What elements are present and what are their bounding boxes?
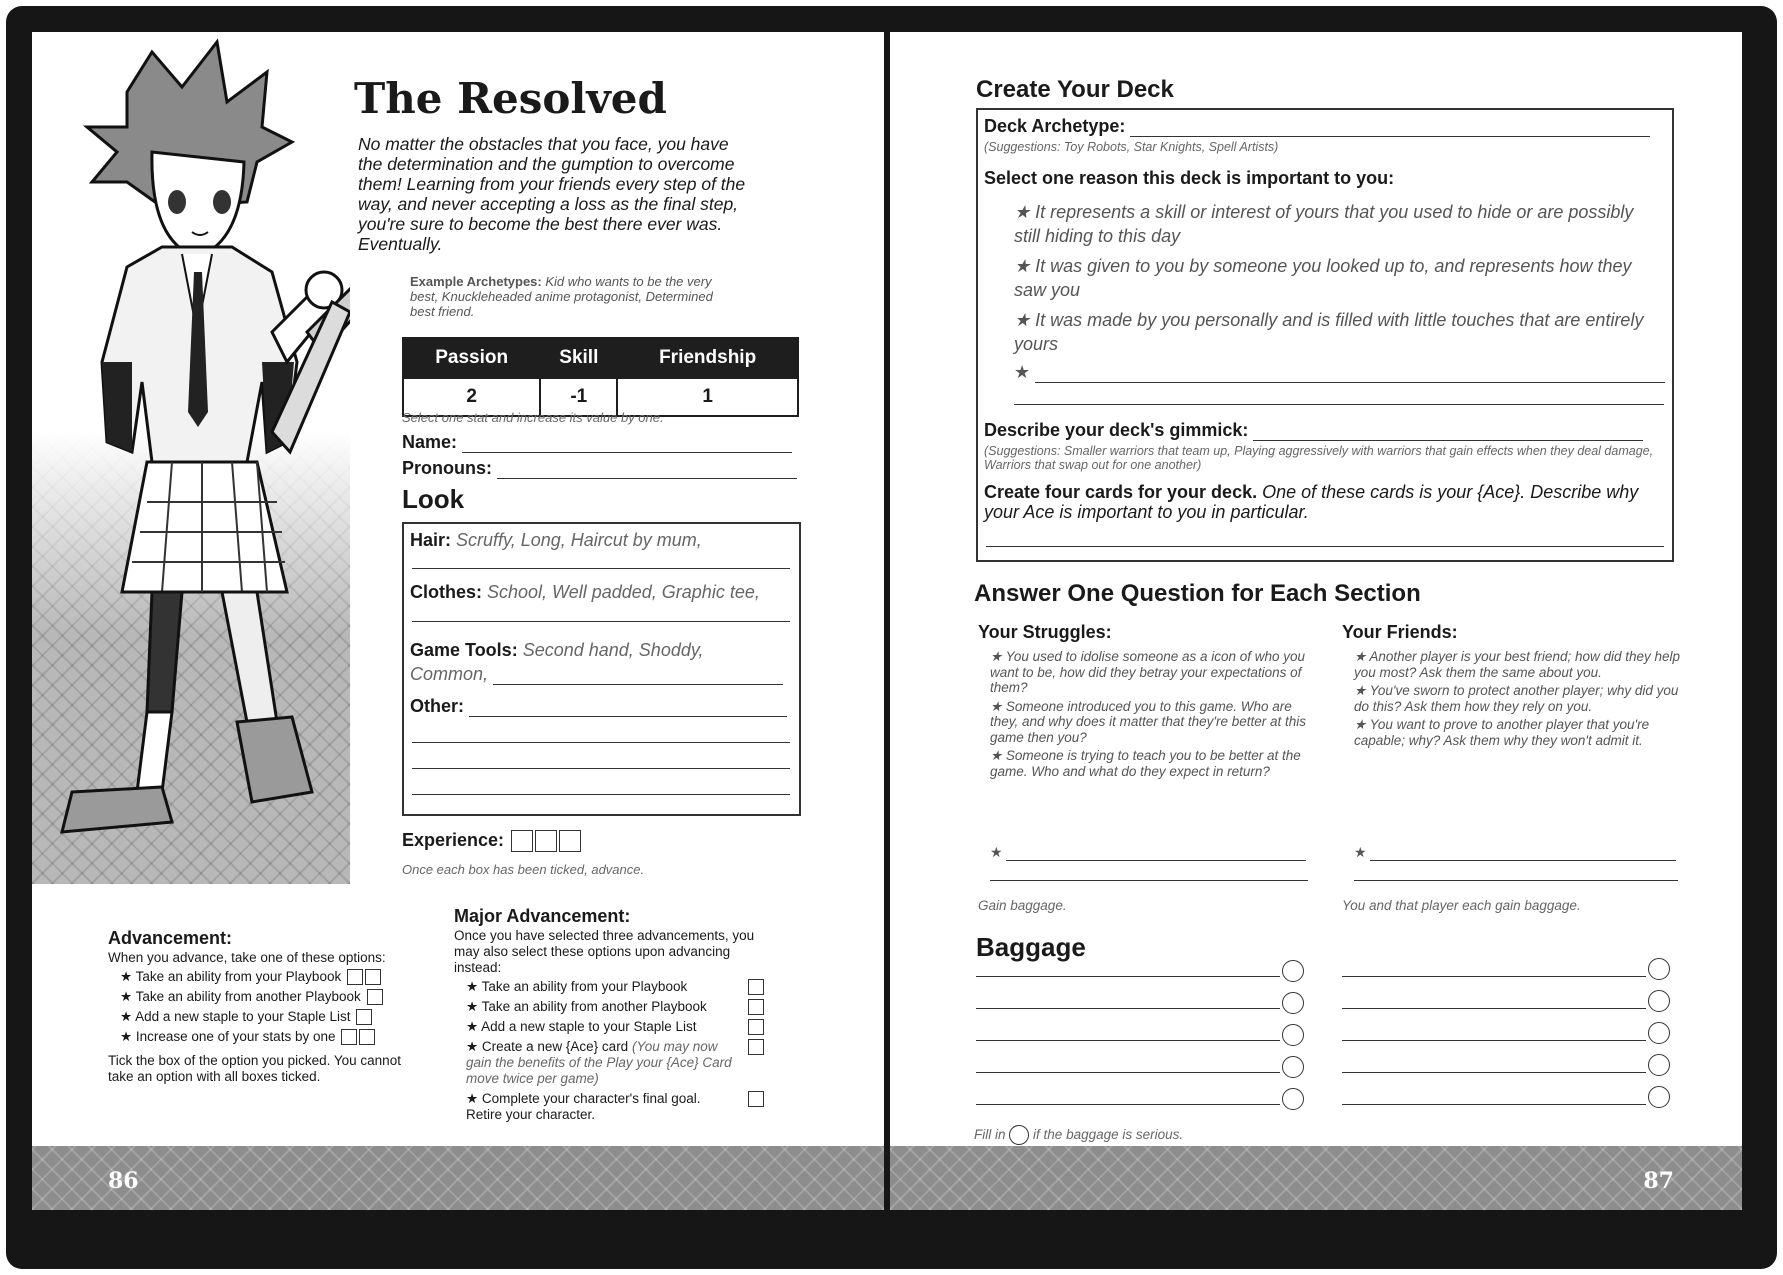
friend-question[interactable]: ★ You want to prove to another player that you're capable; why? Ask them why they won't admit it. (1354, 717, 1650, 748)
cards-input[interactable] (986, 546, 1664, 547)
major-advancement-checkbox[interactable] (748, 979, 764, 995)
deck-archetype-row (984, 116, 1650, 137)
page-footer-pattern (32, 1146, 884, 1210)
baggage-serious-toggle[interactable] (1282, 1088, 1304, 1110)
major-advancement-final-text: ★ Complete your character's final goal. (466, 1091, 701, 1106)
baggage-input[interactable] (976, 1008, 1280, 1009)
advancement-item-text: ★ Take an ability from another Playbook (120, 989, 361, 1004)
stat-value-passion[interactable]: 2 (403, 378, 540, 416)
struggle-question[interactable]: ★ Someone is trying to teach you to be better at the game. Who and what do they expect in return? (990, 748, 1301, 779)
friends-custom-input[interactable] (1370, 848, 1676, 861)
baggage-input[interactable] (1342, 1008, 1646, 1009)
major-advancement-checkbox[interactable] (748, 1091, 764, 1107)
baggage-serious-toggle[interactable] (1648, 958, 1670, 980)
advancement-item (120, 989, 428, 1009)
reason-custom-star: ★ (1014, 362, 1031, 382)
friends-section (1342, 622, 1687, 748)
baggage-input[interactable] (1342, 1104, 1646, 1105)
pronouns-label: Pronouns: (402, 458, 492, 478)
baggage-serious-toggle[interactable] (1282, 960, 1304, 982)
create-deck-heading: Create Your Deck (976, 76, 1174, 103)
friends-list (1354, 649, 1687, 748)
experience-checkbox-2[interactable] (535, 830, 557, 852)
baggage-input[interactable] (1342, 976, 1646, 977)
struggles-heading: Your Struggles: (978, 622, 1112, 642)
struggle-question[interactable]: ★ Someone introduced you to this game. Who are they, and why does it matter that they're better at this game then you? (990, 698, 1306, 745)
game-tools-options-2: Common, (410, 664, 489, 684)
baggage-serious-toggle[interactable] (1282, 1024, 1304, 1046)
advancement-checkbox[interactable] (359, 1029, 375, 1045)
stat-header-skill: Skill (540, 338, 617, 378)
pronouns-input[interactable] (497, 460, 797, 479)
gimmick-input[interactable] (1253, 424, 1643, 441)
experience-row (402, 830, 581, 852)
advancement-item (120, 1009, 428, 1029)
clothes-label: Clothes: (410, 582, 482, 602)
baggage-note-before: Fill in (974, 1127, 1006, 1142)
major-advancement-item (466, 979, 774, 999)
character-figure-icon (32, 32, 350, 884)
baggage-input[interactable] (976, 1072, 1280, 1073)
advancement-footer: Tick the box of the option you picked. You cannot take an option with all boxes ticked. (108, 1053, 401, 1084)
reason-custom-input-line-2[interactable] (1014, 404, 1664, 405)
major-advancement-ace-text: ★ Create a new {Ace} card (466, 1039, 629, 1054)
other-input-line-3[interactable] (412, 768, 790, 769)
name-field-row (402, 432, 792, 453)
advancement-checkbox[interactable] (347, 969, 363, 985)
struggles-footer: Gain baggage. (978, 898, 1067, 913)
major-advancement-item (466, 1019, 774, 1039)
other-input-line-4[interactable] (412, 794, 790, 795)
stat-value-friendship[interactable]: 1 (617, 378, 798, 416)
major-advancement-item (466, 1039, 774, 1087)
baggage-serious-toggle[interactable] (1648, 990, 1670, 1012)
advancement-intro: When you advance, take one of these options: (108, 950, 386, 965)
advancement-checkbox[interactable] (367, 989, 383, 1005)
hair-label: Hair: (410, 530, 452, 550)
friends-footer: You and that player each gain baggage. (1342, 898, 1581, 913)
baggage-heading: Baggage (976, 932, 1086, 962)
cards-label: Create four cards for your deck. (984, 482, 1258, 502)
struggles-custom-input[interactable] (1006, 848, 1306, 861)
deck-box (976, 108, 1674, 562)
game-tools-options: Second hand, Shoddy, (522, 640, 704, 660)
left-page (32, 32, 884, 1210)
stats-table (402, 337, 799, 417)
major-advancement-intro: Once you have selected three advancements, you may also select these options upon advancing instead: (454, 928, 755, 975)
friend-question[interactable]: ★ Another player is your best friend; how did they help you most? Ask them the same about you. (1354, 649, 1681, 680)
experience-label: Experience: (402, 830, 505, 850)
name-input[interactable] (462, 434, 792, 453)
advancement-checkbox[interactable] (356, 1009, 372, 1025)
reason-option[interactable]: ★ It represents a skill or interest of yours that you used to hide or are possibly still hiding to this day (1014, 202, 1634, 246)
reason-heading: Select one reason this deck is important to you: (984, 168, 1395, 188)
archetypes-label: Example Archetypes: (410, 274, 542, 289)
major-advancement-section (454, 908, 774, 1123)
archetypes-text: Kid who wants to be the very best, Knuckleheaded anime protagonist, Determined best friend. (410, 274, 713, 319)
stat-header-passion: Passion (403, 338, 540, 378)
advancement-item (120, 969, 428, 989)
friends-heading: Your Friends: (1342, 622, 1458, 642)
clothes-input[interactable] (412, 621, 790, 622)
look-heading: Look (402, 484, 465, 514)
advancement-checkbox[interactable] (365, 969, 381, 985)
reason-custom-input[interactable] (1035, 368, 1665, 383)
other-input-line-2[interactable] (412, 742, 790, 743)
cards-row (984, 482, 1664, 522)
page-footer-pattern (890, 1146, 1742, 1210)
struggle-question[interactable]: ★ You used to idolise someone as a icon of who you want to be, how did they betray your expectations of them? (990, 649, 1306, 695)
deck-archetype-input[interactable] (1130, 120, 1650, 137)
page-number-right: 87 (1643, 1168, 1674, 1194)
baggage-serious-toggle[interactable] (1648, 1086, 1670, 1108)
baggage-input[interactable] (1342, 1040, 1646, 1041)
major-advancement-item-text: ★ Take an ability from your Playbook (466, 979, 688, 994)
struggles-custom-row (990, 844, 1306, 861)
cards-text: One of these cards is your {Ace}. Describe why your Ace is important to you in particular. (984, 482, 1639, 522)
playbook-intro: No matter the obstacles that you face, you have the determination and the gumption to overcome them! Learning from your friends every step of the way, and never accepting a loss as the final step, you're sure to become the best there ever was. Eventually. (358, 134, 746, 254)
other-row (410, 696, 787, 717)
stats-note: Select one stat and increase its value by one. (402, 410, 664, 425)
major-advancement-ace-note: (You may now gain the benefits of the Play your {Ace} Card move twice per game) (466, 1039, 732, 1086)
experience-checkbox-1[interactable] (511, 830, 533, 852)
friends-custom-star: ★ (1354, 844, 1367, 860)
advancement-item (120, 1029, 428, 1049)
major-advancement-retire: Retire your character. (466, 1107, 596, 1122)
baggage-input[interactable] (976, 1040, 1280, 1041)
struggles-list (990, 649, 1318, 779)
experience-checkbox-3[interactable] (559, 830, 581, 852)
struggles-custom-star: ★ (990, 844, 1003, 860)
stat-header-friendship: Friendship (617, 338, 798, 378)
major-advancement-item-text: ★ Add a new staple to your Staple List (466, 1019, 697, 1034)
baggage-serious-toggle[interactable] (1648, 1022, 1670, 1044)
baggage-input[interactable] (1342, 1072, 1646, 1073)
game-tools-row (410, 640, 704, 661)
baggage-serious-toggle[interactable] (1282, 1056, 1304, 1078)
advancement-checkbox[interactable] (341, 1029, 357, 1045)
major-advancement-item (466, 999, 774, 1019)
clothes-row (410, 582, 760, 603)
baggage-note-after: if the baggage is serious. (1033, 1127, 1184, 1142)
major-advancement-item-text: ★ Take an ability from another Playbook (466, 999, 707, 1014)
advancement-item-text: ★ Take an ability from your Playbook (120, 969, 342, 984)
advancement-list (120, 969, 428, 1049)
pronouns-field-row (402, 458, 797, 479)
struggles-custom-input-line-2[interactable] (990, 880, 1308, 881)
advancement-heading: Advancement: (108, 928, 233, 948)
struggles-section (978, 622, 1318, 779)
other-input[interactable] (469, 700, 787, 717)
major-advancement-checkbox[interactable] (748, 1039, 764, 1055)
friends-custom-row (1354, 844, 1676, 861)
deck-archetype-label: Deck Archetype: (984, 116, 1126, 136)
name-label: Name: (402, 432, 458, 452)
reason-custom-row (1014, 362, 1665, 383)
gimmick-row (984, 420, 1643, 441)
gimmick-suggestions: (Suggestions: Smaller warriors that team up, Playing aggressively with warriors that gain effects when they deal damage, Warriors that swap out for one another) (984, 444, 1654, 472)
baggage-note (974, 1124, 1183, 1146)
circle-icon (1009, 1125, 1029, 1145)
example-archetypes (410, 274, 740, 319)
look-box (402, 522, 801, 816)
right-page (890, 32, 1742, 1210)
deck-archetype-suggestions: (Suggestions: Toy Robots, Star Knights, Spell Artists) (984, 140, 1279, 154)
baggage-serious-toggle[interactable] (1648, 1054, 1670, 1076)
game-tools-label: Game Tools: (410, 640, 518, 660)
major-advancement-list (466, 979, 774, 1107)
major-advancement-heading: Major Advancement: (454, 906, 631, 926)
game-tools-row-2 (410, 664, 783, 685)
page-title: The Resolved (354, 74, 667, 123)
friend-question[interactable]: ★ You've sworn to protect another player; why did you do this? Ask them how they rely on you. (1354, 683, 1679, 714)
page-number-left: 86 (108, 1168, 139, 1194)
baggage-serious-toggle[interactable] (1282, 992, 1304, 1014)
friends-custom-input-line-2[interactable] (1354, 880, 1678, 881)
game-tools-input[interactable] (493, 668, 783, 685)
hair-row (410, 530, 702, 551)
advancement-item-text: ★ Add a new staple to your Staple List (120, 1009, 351, 1024)
gimmick-label: Describe your deck's gimmick: (984, 420, 1249, 440)
clothes-options: School, Well padded, Graphic tee, (487, 582, 760, 602)
reason-option[interactable]: ★ It was given to you by someone you looked up to, and represents how they saw you (1014, 256, 1632, 300)
other-label: Other: (410, 696, 464, 716)
advancement-section (108, 930, 428, 1085)
character-illustration (32, 32, 350, 884)
hair-options: Scruffy, Long, Haircut by mum, (456, 530, 702, 550)
major-advancement-checkbox[interactable] (748, 999, 764, 1015)
stat-value-skill[interactable]: -1 (540, 378, 617, 416)
baggage-input[interactable] (976, 976, 1280, 977)
major-advancement-item (466, 1091, 774, 1107)
baggage-input[interactable] (976, 1104, 1280, 1105)
questions-heading: Answer One Question for Each Section (974, 580, 1421, 607)
advancement-item-text: ★ Increase one of your stats by one (120, 1029, 336, 1044)
reason-option[interactable]: ★ It was made by you personally and is filled with little touches that are entirely yours (1014, 310, 1644, 354)
hair-input[interactable] (412, 568, 790, 569)
major-advancement-checkbox[interactable] (748, 1019, 764, 1035)
experience-note: Once each box has been ticked, advance. (402, 862, 645, 877)
